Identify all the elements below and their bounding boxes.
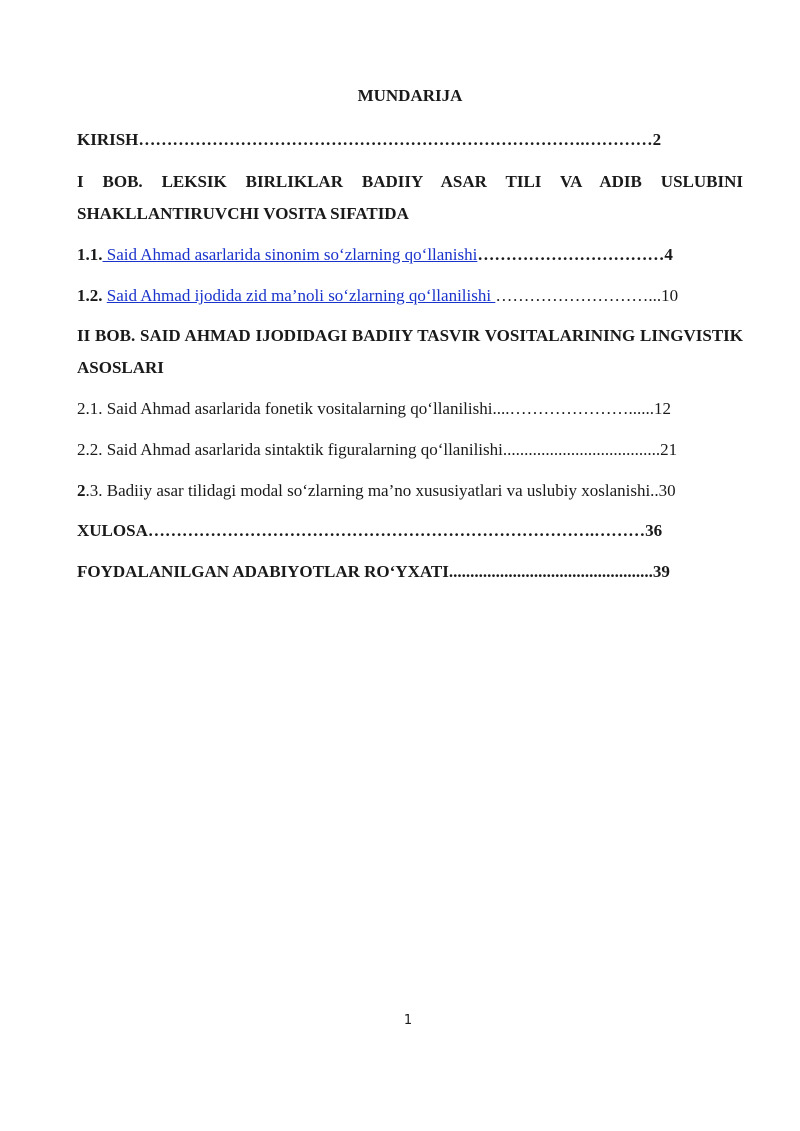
page-number: 1 (403, 1013, 413, 1028)
toc-entry-adabiyotlar: FOYDALANILGAN ADABIYOTLAR RO‘YXATI................................................39 (77, 562, 670, 581)
toc-entry-2-2: 2.2. Said Ahmad asarlarida sintaktik figuralarning qo‘llanilishi.....................................21 (77, 440, 678, 459)
toc-entry-leader: ……………………………4 (477, 245, 673, 264)
toc-heading-bob1: I BOB. LEKSIK BIRLIKLAR BADIIY ASAR TILI VA ADIB USLUBINI SHAKLLANTIRUVCHI VOSITA SIFATIDA (77, 172, 743, 223)
toc-entry-1-1 (77, 245, 743, 265)
toc-entry-kirish: KIRISH…………………………………………………………………….…………2 (77, 130, 662, 149)
toc-entry-number: 1.1. (77, 245, 103, 264)
toc-entry-leader: ………………………...10 (495, 286, 679, 305)
toc-entry-text: .3. Badiiy asar tilidagi modal so‘zlarning ma’no xususiyatlari va uslubiy xoslanishi..30 (85, 481, 676, 500)
toc-entry-number: 1.2. (77, 286, 103, 305)
toc-heading-bob2: II BOB. SAID AHMAD IJODIDAGI BADIIY TASVIR VOSITALARINING LINGVISTIK ASOSLARI (77, 326, 743, 377)
toc-entry-number: 2 (77, 481, 86, 500)
toc-title: MUNDARIJA (357, 86, 463, 105)
toc-link-1-1[interactable]: Said Ahmad asarlarida sinonim so‘zlarning qo‘llanishi (102, 245, 478, 264)
toc-entry-2-3 (77, 481, 743, 501)
toc-link-1-2[interactable]: Said Ahmad ijodida zid ma’noli so‘zlarning qo‘llanilishi (106, 286, 496, 305)
toc-entry-2-1: 2.1. Said Ahmad asarlarida fonetik vositalarning qo‘llanilishi....…………………......12 (77, 399, 671, 418)
toc-entry-1-2 (77, 286, 743, 306)
toc-entry-xulosa: XULOSA…………………………………………………………………….………36 (77, 521, 663, 540)
